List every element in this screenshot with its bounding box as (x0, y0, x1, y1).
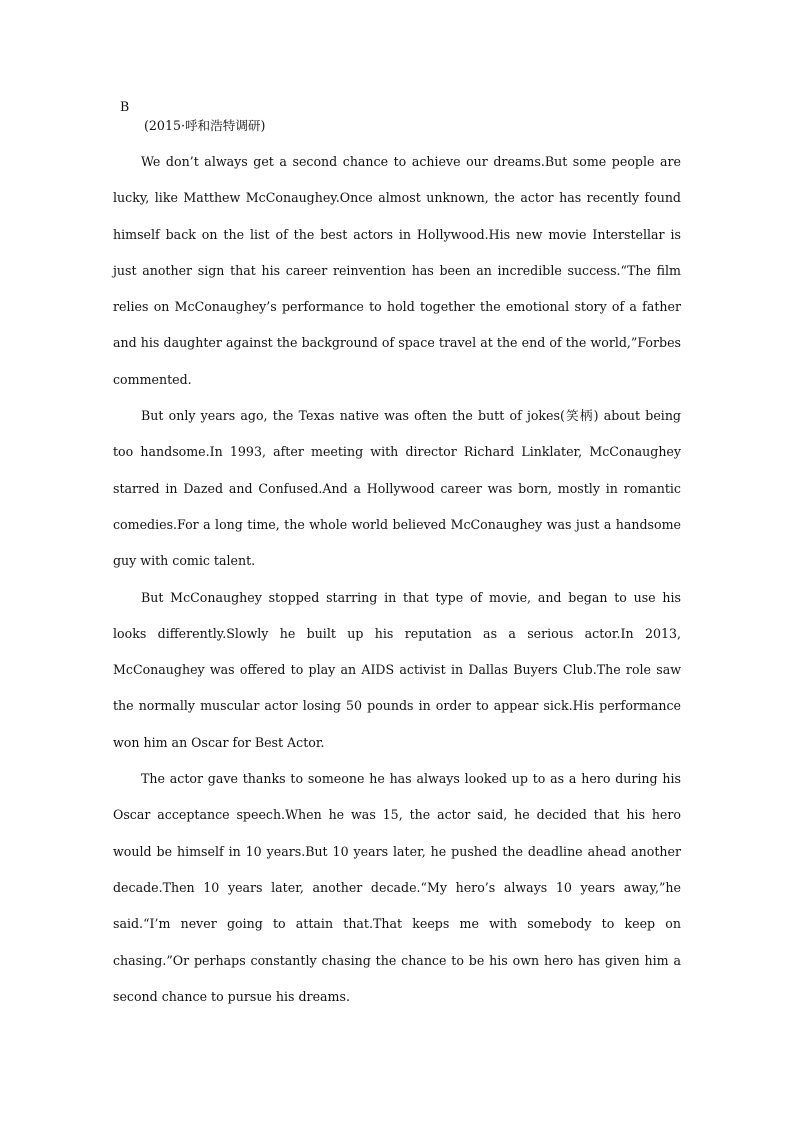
source-note: (2015·呼和浩特调研) (144, 118, 266, 133)
section-label: B (120, 99, 130, 114)
paragraph-3: But McConaughey stopped starring in that type of movie, and began to use his looks differently.Slowly he built up his reputation as a serious actor.In 2013, McConaughey was offered to play an AIDS activist in Dallas Buyers Club.The role saw the normally muscular actor losing 50 pounds in order to appear sick.His performance won him an Oscar for Best Actor. (113, 589, 681, 750)
paragraph-2: But only years ago, the Texas native was often the butt of jokes(笑柄) about being too handsome.In 1993, after meeting with director Richard Linklater, McConaughey starred in Dazed and Confused.And a Hollywood career was born, mostly in romantic comedies.For a long time, the whole world believed McConaughey was just a handsome guy with comic talent. (113, 408, 681, 569)
passage-body (113, 144, 681, 1015)
paragraph-1: We don’t always get a second chance to achieve our dreams.But some people are lucky, like Matthew McConaughey.Once almost unknown, the actor has recently found himself back on the list of the best actors in Hollywood.His new movie Interstellar is just another sign that his career reinvention has been an incredible success.“The film relies on McConaughey’s performance to hold together the emotional story of a father and his daughter against the background of space travel at the end of the world,”Forbes commented. (113, 154, 681, 387)
paragraph-4: The actor gave thanks to someone he has always looked up to as a hero during his Oscar acceptance speech.When he was 15, the actor said, he decided that his hero would be himself in 10 years.But 10 years later, he pushed the deadline ahead another decade.Then 10 years later, another decade.“My hero’s always 10 years away,”he said.“I’m never going to attain that.That keeps me with somebody to keep on chasing.”Or perhaps constantly chasing the chance to be his own hero has given him a second chance to pursue his dreams. (113, 771, 681, 1004)
